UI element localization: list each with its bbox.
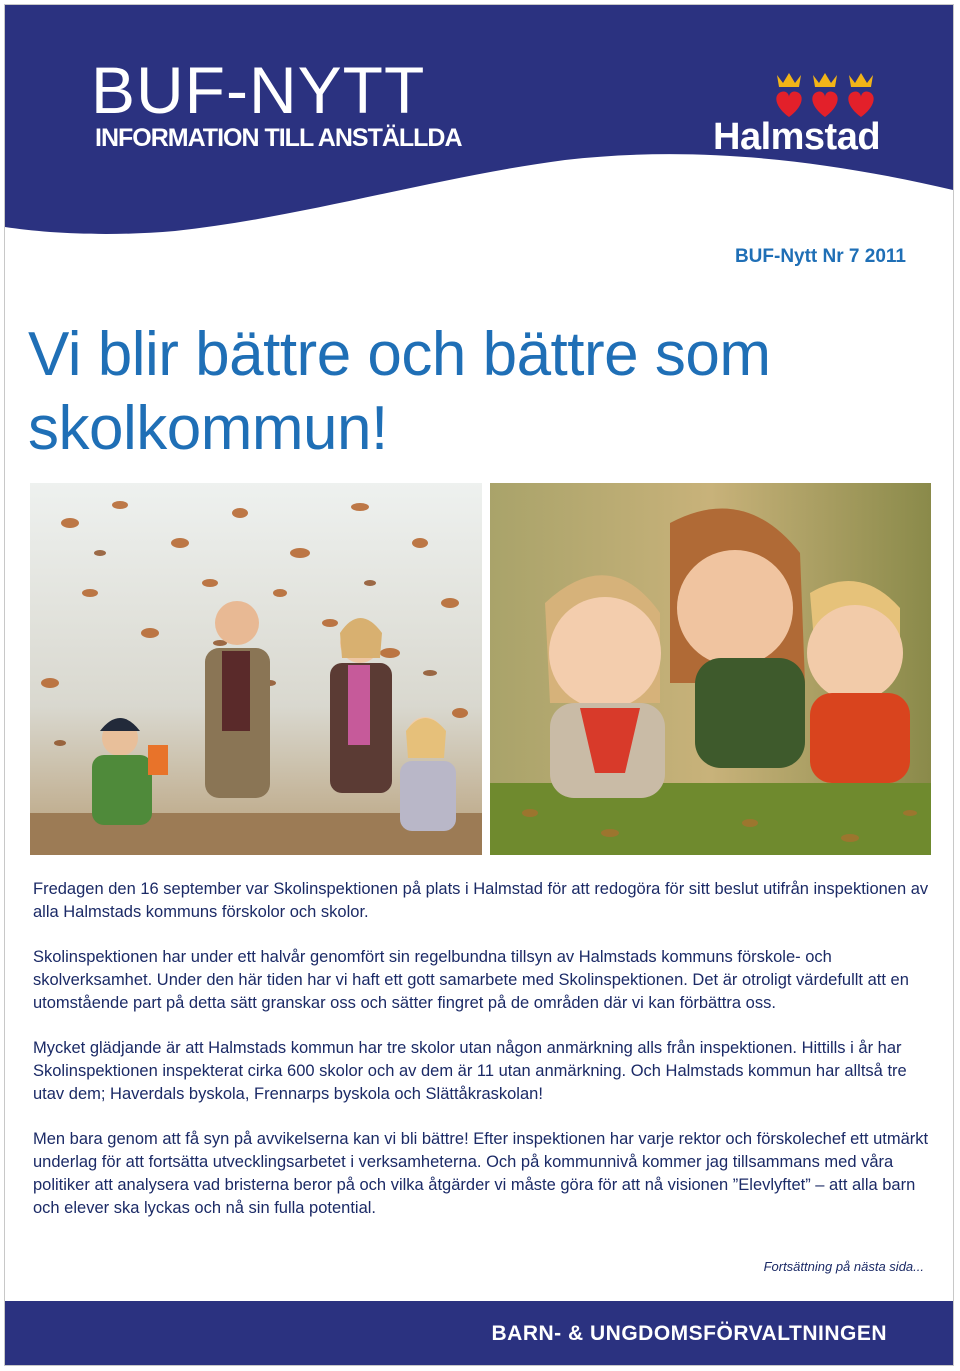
continued-note: Fortsättning på nästa sida... xyxy=(763,1259,924,1274)
crowns-hearts-emblem-icon xyxy=(711,71,901,121)
halmstad-logo xyxy=(711,71,901,161)
article-paragraph: Fredagen den 16 september var Skolinspektionen på plats i Halmstad för att redogöra för sitt beslut utifrån inspektionen av alla Halmstads kommuns förskolor och skolor. xyxy=(33,880,929,921)
masthead xyxy=(5,5,953,275)
article-paragraph: Men bara genom att få syn på avvikelserna kan vi bli bättre! Efter inspektionen har varje rektor och förskolechef ett utmärkt underlag för att fortsätta utvecklingsarbetet i verksamheterna. Och på kommunnivå kommer jag tillsammans med våra politiker att analysera vad bristerna beror på och vilka åtgärder vi måste göra för att nå visionen ”Elevlyftet” – att alla barn och elever ska lyckas och nå sin fulla potential. xyxy=(33,1130,929,1217)
newsletter-title: BUF-NYTT xyxy=(91,53,426,127)
article-paragraph: Mycket glädjande är att Halmstads kommun har tre skolor utan någon anmärkning alls från inspektionen. Hittills i år har Skolinspektionen inspekterat cirka 600 skolor och av dem är 11 utan anmärkning. Och Halmstads kommun har alltså tre utav dem; Haverdals byskola, Frennarps byskola och Slättåkraskolan! xyxy=(33,1039,907,1103)
halmstad-logo-text: Halmstad xyxy=(713,116,881,158)
footer-bar xyxy=(5,1301,953,1365)
department-name: BARN- & UNGDOMSFÖRVALTNINGEN xyxy=(491,1322,887,1345)
article-body xyxy=(33,878,933,1242)
issue-number: BUF-Nytt Nr 7 2011 xyxy=(734,246,906,267)
article-paragraph: Skolinspektionen har under ett halvår genomfört sin regelbundna tillsyn av Halmstads kommuns förskole- och skolverksamhet. Under den här tiden har vi haft ett gott samarbete med Skolinspektionen. Det är otroligt värdefullt att en utomstående part på detta sätt granskar oss och sätter fingret på de områden där vi kan förbättra oss. xyxy=(33,948,909,1012)
photo-children-on-grass xyxy=(490,483,931,855)
photo-family-autumn-leaves xyxy=(30,483,482,855)
newsletter-subtitle: INFORMATION TILL ANSTÄLLDA xyxy=(95,124,462,152)
headline: Vi blir bättre och bättre som skolkommun! xyxy=(28,320,771,463)
